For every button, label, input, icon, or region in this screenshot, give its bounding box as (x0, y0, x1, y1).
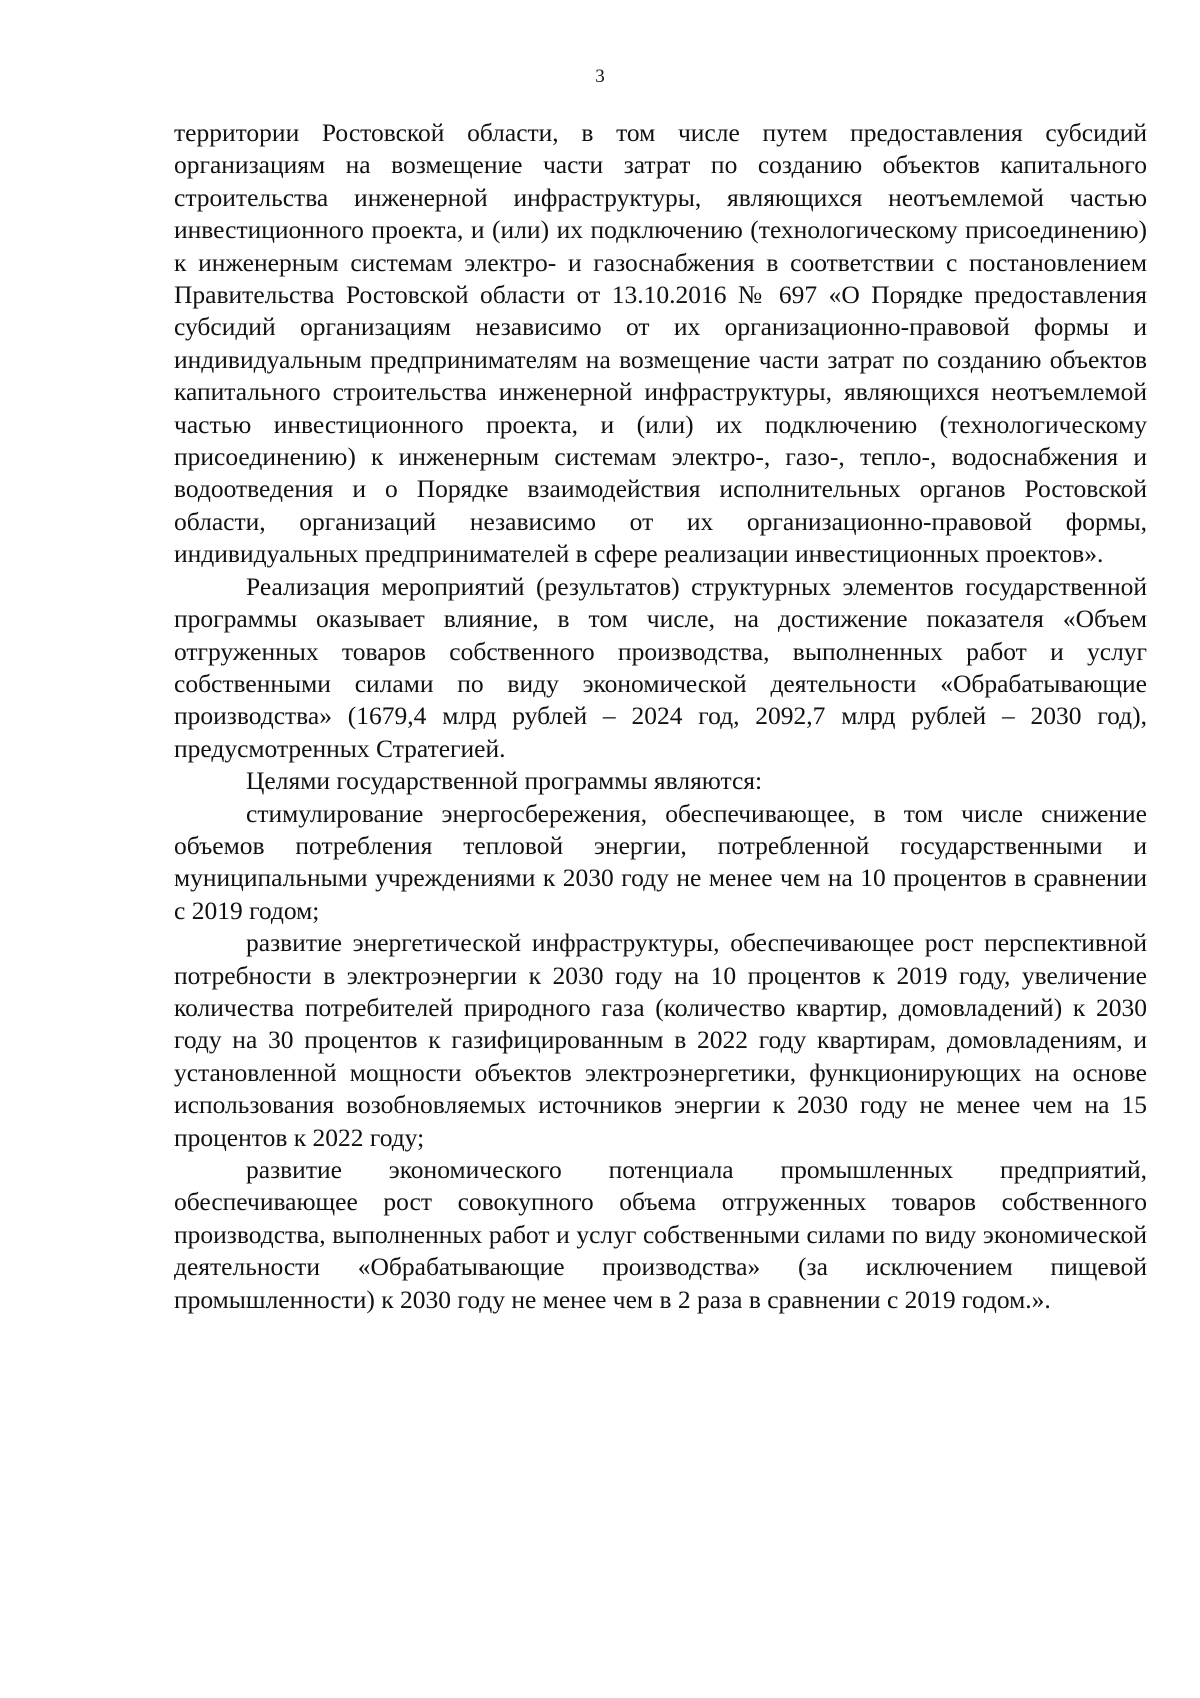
paragraph-funding-context: территории Ростовской области, в том числе путем предоставления субсидий организациям на возмещение части затрат по созданию объектов капитального строительства инженерной инфраструктуры, являющихся неотъемлемой частью инвестиционного проекта, и (или) их подключению (технологическому присоединению) к инженерным системам электро- и газоснабжения в соответствии с постановлением Правительства Ростовской области от 13.10.2016 № 697 «О Порядке предоставления субсидий организациям независимо от их организационно-правовой формы и индивидуальным предпринимателям на возмещение части затрат по созданию объектов капитального строительства инженерной инфраструктуры, являющихся неотъемлемой частью инвестиционного проекта, и (или) их подключению (технологическому присоединению) к инженерным системам электро-, газо-, тепло-, водоснабжения и водоотведения и о Порядке взаимодействия исполнительных органов Ростовской области, организаций независимо от их организационно-правовой формы, индивидуальных предпринимателей в сфере реализации инвестиционных проектов». (174, 118, 1147, 569)
paragraph-goal-energy-infrastructure: развитие энергетической инфраструктуры, обеспечивающее рост перспективной потребности в электроэнергии к 2030 году на 10 процентов к 2019 году, увеличение количества потребителей природного газа (количество квартир, домовладений) к 2030 году на 30 процентов к газифицированным в 2022 году квартирам, домовладениям, и установленной мощности объектов электроэнергетики, функционирующих на основе использования возобновляемых источников энергии к 2030 году не менее чем на 15 процентов к 2022 году; (174, 928, 1147, 1152)
paragraph-program-impact: Реализация мероприятий (результатов) структурных элементов государственной программы оказывает влияние, в том числе, на достижение показателя «Объем отгруженных товаров собственного производства, выполненных работ и услуг собственными силами по виду экономической деятельности «Обрабатывающие производства» (1679,4 млрд рублей – 2024 год, 2092,7 млрд рублей – 2030 год), предусмотренных Стратегией. (174, 571, 1147, 763)
document-body (174, 117, 1147, 1316)
paragraph-goal-industrial-potential: развитие экономического потенциала промышленных предприятий, обеспечивающее рост совокупного объема отгруженных товаров собственного производства, выполненных работ и услуг собственными силами по виду экономической деятельности «Обрабатывающие производства» (за исключением пищевой промышленности) к 2030 году не менее чем в 2 раза в сравнении с 2019 годом.». (174, 1155, 1147, 1314)
paragraph-goal-energy-saving: стимулирование энергосбережения, обеспечивающее, в том числе снижение объемов потребления тепловой энергии, потребленной государственными и муниципальными учреждениями к 2030 году не менее чем на 10 процентов в сравнении с 2019 годом; (174, 798, 1147, 925)
paragraph-goals-heading: Целями государственной программы являются: (246, 766, 763, 796)
page-number: 3 (595, 66, 605, 87)
